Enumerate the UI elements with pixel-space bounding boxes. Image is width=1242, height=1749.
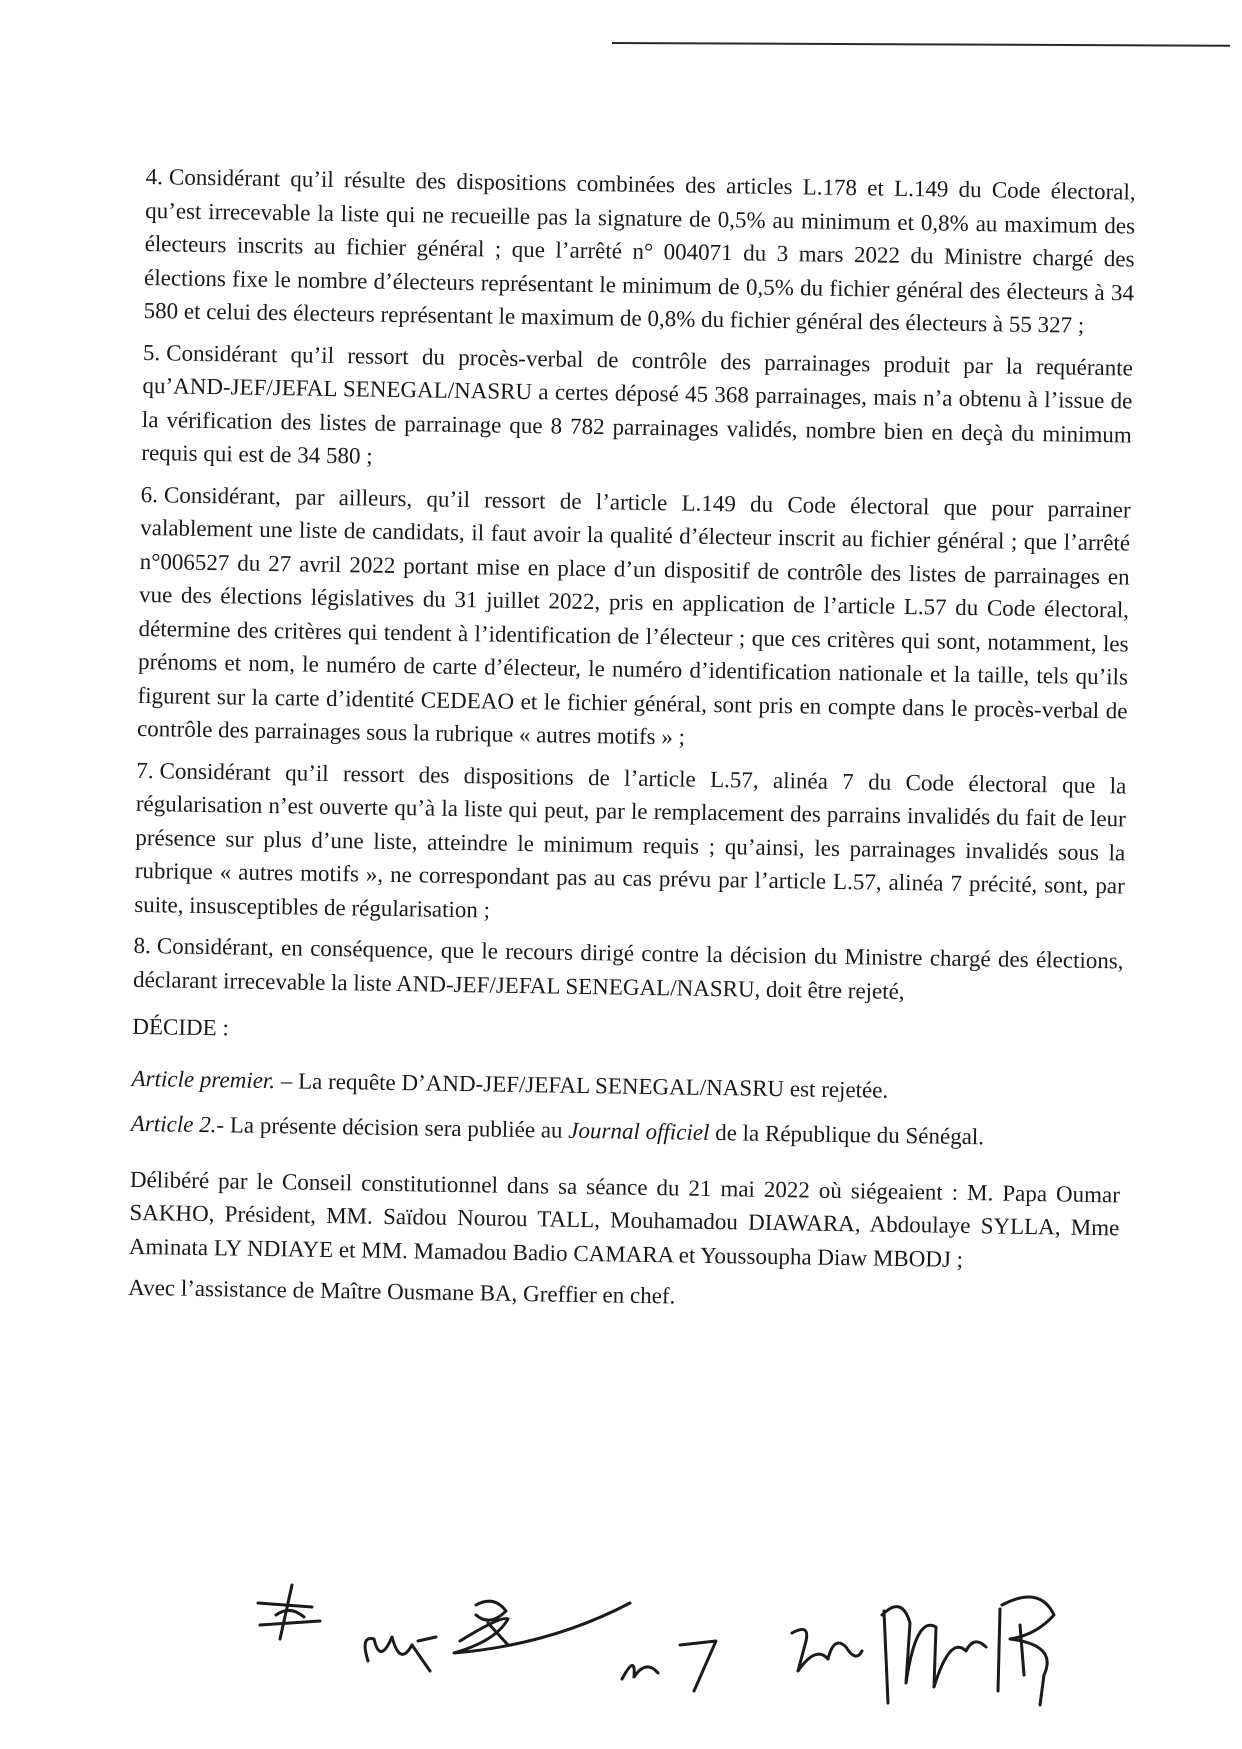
deliberation-paragraph: Délibéré par le Conseil constitutionnel dans sa séance du 21 mai 2022 où siégeaient : M. Papa Oumar SAKHO, Président, MM. Saïdou Nourou TALL, Mouhamadou DIAWARA, Abdoulaye SYLLA, Mme Aminata LY NDIAYE et MM. Mamadou Badio CAMARA et Youssoupha Diaw MBODJ ; xyxy=(128,1166,1121,1272)
handwritten-signatures xyxy=(250,1575,1180,1725)
considerant-number: 4. xyxy=(145,163,164,190)
considerant-number: 5. xyxy=(142,339,161,365)
considerant-text: Considérant, en conséquence, que le recours dirigé contre la décision du Ministre chargé des élections, déclarant irrecevable la liste AND-JEF/JEFAL SENEGAL/NASRU, doit être rejeté, xyxy=(132,933,1124,1004)
signature-6 xyxy=(882,1607,986,1703)
article-text: de la République du Sénégal. xyxy=(709,1119,985,1150)
considerant-number: 6. xyxy=(140,481,159,507)
signature-5 xyxy=(792,1629,862,1671)
signatures-row xyxy=(250,1575,1180,1725)
article-label: Article 2. xyxy=(130,1110,217,1138)
article-premier xyxy=(131,1061,1121,1110)
signature-7 xyxy=(998,1597,1054,1705)
considerant-number: 8. xyxy=(133,932,152,959)
considerant-text: Considérant qu’il résulte des dispositions combinées des articles L.178 et L.149 du Code électoral, qu’est irrecevable la liste qui ne recueille pas la signature de 0,5% au minimum et 0,8% au maximum des électeurs inscrits au fichier général ; que l’arrêté n° 004071 du 3 mars 2022 du Ministre chargé des élections fixe le nombre d’électeurs représentant le minimum de 0,5% du fichier général des électeurs à 34 580 et celui des électeurs représentant le maximum de 0,8% du fichier général des électeurs à 55 327 ; xyxy=(143,164,1136,338)
considerant-6 xyxy=(137,477,1131,761)
signature-2 xyxy=(365,1637,436,1671)
considerant-5 xyxy=(141,335,1133,485)
considerant-8 xyxy=(133,929,1124,1012)
considerant-number: 7. xyxy=(136,757,154,783)
signature-4 xyxy=(622,1641,716,1691)
considerant-text: Considérant qu’il ressort du procès-verbal de contrôle des parrainages produit par la requérante qu’AND-JEF/JEFAL SENEGAL/NASRU a certes déposé 45 368 parrainages, mais n’a obtenu à l’issue de la vérification des listes de parrainage que 8 782 parrainages validés, nombre bien en deçà du minimum requis qui est de 34 580 ; xyxy=(141,339,1134,469)
considerant-text: Considérant qu’il ressort des dispositions de l’article L.57, alinéa 7 du Code électoral que la régularisation n’est ouverte qu’à la liste qui peut, par le remplacement des parrains invalidés du fait de leur présence sur plus d’une liste, atteindre le minimum requis ; qu’ainsi, les parrainages invalidés sous la rubrique « autres motifs », ne correspondant pas au cas prévu par l’article L.57, alinéa 7 précité, sont, par suite, insusceptibles de régularisation ; xyxy=(134,757,1127,922)
article-2 xyxy=(131,1107,1121,1156)
considerant-7 xyxy=(134,753,1127,936)
top-rule xyxy=(612,42,1230,47)
decision-body xyxy=(128,160,1136,1320)
signature-1 xyxy=(258,1585,320,1639)
considerant-text: Considérant, par ailleurs, qu’il ressort de l’article L.149 du Code électoral que pour parrainer valablement une liste de candidats, il faut avoir la qualité d’électeur inscrit au fichier général ; que l’arrêté n°006527 du 27 avril 2022 portant mise en place d’un dispositif de contrôle des listes de parrainages en vue des élections législatives du 31 juillet 2022, pris en application de l’article L.57 du Code électoral, détermine des critères qui tendent à l’identification de l’électeur ; que ces critères qui sont, notamment, les prénoms et nom, le numéro de carte d’électeur, le numéro d’identification nationale et la taille, tels qu’ils figurent sur la carte d’identité CEDEAO et le fichier général, sont pris en compte dans le procès-verbal de contrôle des parrainages sous la rubrique « autres motifs » ; xyxy=(136,481,1131,750)
journal-officiel-title: Journal officiel xyxy=(568,1117,710,1145)
signature-3 xyxy=(454,1601,630,1653)
assistance-line: Avec l’assistance de Maître Ousmane BA, Greffier en chef. xyxy=(128,1274,676,1309)
article-label: Article premier. xyxy=(131,1065,276,1093)
considerant-4 xyxy=(143,160,1136,343)
article-text: – La requête D’AND-JEF/JEFAL SENEGAL/NASRU est rejetée. xyxy=(274,1067,889,1103)
decide-heading: DÉCIDE : xyxy=(132,1013,230,1041)
article-text: - La présente décision sera publiée au xyxy=(216,1112,569,1143)
